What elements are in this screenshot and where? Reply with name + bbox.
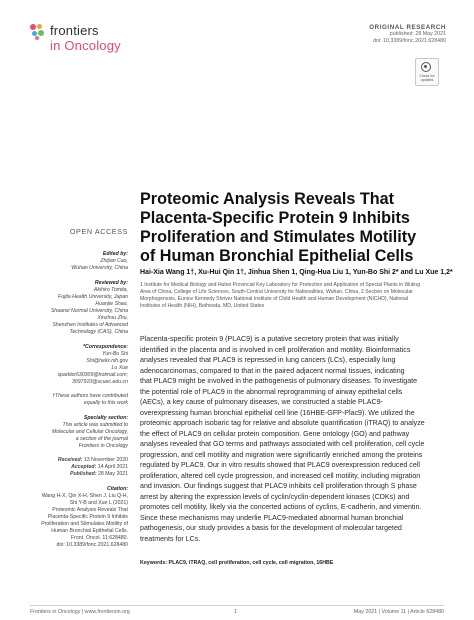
citation-line: Proliferation and Stimulates Motility of <box>41 521 128 527</box>
specialty-line: a section of the journal <box>75 436 128 442</box>
reviewer-line: Fujita Health University, Japan <box>58 294 128 300</box>
logo-name-line2: in Oncology <box>50 38 121 53</box>
abstract-line: analyses revealed that GO terms and pathways associated with cell proliferation, cell cycle <box>140 440 425 448</box>
abstract-line: adenocarcinomas, compared to that in the paired adjacent normal tissues, indicating <box>140 366 405 375</box>
reviewer-line: Akihiro Tomita, <box>93 287 128 293</box>
citation-line: Wang H-X, Qin X-H, Shen J, Liu Q-H, <box>41 493 128 499</box>
equal-contribution-note: equally to this work <box>83 400 128 406</box>
article-doi[interactable]: doi: 10.3389/fonc.2021.628480 <box>372 38 446 44</box>
abstract-line: regulated by PLAC9. Our in vitro results showed that PLAC9 overexpression reduced cell <box>140 461 420 469</box>
sidebar <box>30 228 128 549</box>
abstract-line: Since these mechanisms may underlie PLAC9-mediated abnormal human bronchial <box>140 513 404 522</box>
abstract-line: identified in the placenta and is involved in cell proliferation and motility. Bioinformatics <box>140 345 411 354</box>
specialty-section-label: Specialty section: <box>83 415 128 421</box>
citation-doi[interactable]: doi: 10.3389/fonc.2021.628480 <box>56 542 128 548</box>
keywords: Keywords: PLAC9, iTRAQ, cell proliferation, cell cycle, cell migration, 16HBE <box>140 560 334 566</box>
abstract <box>140 334 440 544</box>
check-for-updates-badge[interactable] <box>415 58 439 86</box>
correspondence-email[interactable]: sparkler630309@hotmail.com; <box>57 372 128 378</box>
citation-line: Placenta-Specific Protein 9 Inhibits <box>47 514 128 520</box>
affiliation-line: Institutes of Health (NIH), Bethesda, MD, United States <box>140 303 265 309</box>
abstract-line: proteomic approach isobaric tag for relative and absolute quantification (iTRAQ) to analyze <box>140 419 425 427</box>
received-date: Received: 13 November 2020 <box>57 457 128 463</box>
article-meta-header <box>369 24 446 45</box>
abstract-line: progression, and cell motility and migration were significantly enriched among the proteins <box>140 450 423 459</box>
footer-volume-info: May 2021 | Volume 11 | Article 628480 <box>353 609 444 615</box>
reviewed-by-label: Reviewed by: <box>94 280 128 286</box>
correspondence-email[interactable]: 3097910@scuec.edu.cn <box>71 379 128 385</box>
editor-line: Zhijian Cao, <box>100 258 128 264</box>
correspondence-line: Lu Xue <box>111 365 128 371</box>
affiliations <box>140 282 450 310</box>
specialty-line: This article was submitted to <box>62 422 128 428</box>
open-access-label: OPEN ACCESS <box>69 227 128 236</box>
abstract-line: the effect of PLAC9 on cellular protein composition. Gene ontology (GO) and pathway <box>140 429 410 438</box>
article-type: ORIGINAL RESEARCH <box>369 24 446 31</box>
correspondence-label: *Correspondence: <box>83 344 128 350</box>
specialty-line: Frontiers in Oncology <box>78 443 128 449</box>
page-number: 1 <box>234 609 237 615</box>
abstract-line: (AECs), a key cause of pulmonary diseases, we constructed a stable PLAC9- <box>140 398 383 406</box>
title-line: Placenta-Specific Protein 9 Inhibits <box>140 209 410 227</box>
published-date-sidebar: Published: 28 May 2021 <box>70 471 128 477</box>
footer-journal-link[interactable]: Frontiers in Oncology | www.frontiersin.org <box>30 609 130 615</box>
abstract-line: Placenta-specific protein 9 (PLAC9) is a putative secretory protein that was initially <box>140 335 399 343</box>
journal-logo <box>30 22 160 56</box>
abstract-line: overexpressing human bronchial epithelial cell line (16HBE-GFP-Plac9). We utilized the <box>140 408 415 417</box>
citation-line: Human Bronchial Epithelial Cells. <box>51 528 128 534</box>
affiliation-line: Area of China, College of Life Sciences, South-Central University for Nationalities, Wuhan, China, 2 Section on Molecular <box>140 289 413 295</box>
affiliation-line: 1 Institute for Medical Biology and Hubei Provincial Key Laboratory for Protection and Application of Special Plants in Wuling <box>140 282 420 288</box>
affiliation-line: Morphogenesis, Eunice Kennedy Shriver National Institute of Child Health and Human Development (NICHD), National <box>140 296 409 302</box>
edited-by-label: Edited by: <box>102 251 128 257</box>
abstract-line: treatments for LCs. <box>140 534 201 543</box>
frontiers-logo-icon <box>30 24 46 40</box>
abstract-line: analyses revealed that PLAC9 is repressed in lung cancers (LCs), especially lung <box>140 356 396 364</box>
reviewer-line: Technology (CAS), China <box>69 329 128 335</box>
citation-line: Shi Y-B and Xue L (2021) <box>69 500 128 506</box>
abstract-line: and invasion. Our findings suggest that PLAC9 inhibits cell proliferation through S phase <box>140 482 417 490</box>
citation-label: Citation: <box>106 486 128 492</box>
correspondence-line: Yun-Bo Shi <box>101 351 128 357</box>
abstract-line: arrest by altering the expression levels of cyclin/cyclin-dependent kinases (CDKs) and <box>140 492 410 501</box>
title-line: Proliferation and Stimulates Motility <box>140 228 417 246</box>
abstract-line: pathogenesis, our study provides a basis for the development of molecular targeted <box>140 524 402 532</box>
equal-contribution-note: †These authors have contributed <box>52 393 128 399</box>
logo-name-line1: frontiers <box>50 23 99 38</box>
abstract-line: proliferation, altered cell cycle progression, and increased cell motility, including migration <box>140 471 421 480</box>
title-line: of Human Bronchial Epithelial Cells <box>140 247 414 265</box>
correspondence-email[interactable]: Shi@helix.nih.gov <box>86 358 128 364</box>
article-title <box>140 190 450 266</box>
update-icon <box>421 62 431 72</box>
reviewer-line: Huanjie Shao, <box>95 301 128 307</box>
footer-divider <box>30 605 444 606</box>
reviewer-line: Shaanxi Normal University, China <box>50 308 128 314</box>
abstract-line: the potential role of PLAC9 in the abnormal reprogramming of airway epithelial cells <box>140 387 403 396</box>
reviewer-line: Xinzhou Zhu, <box>97 315 128 321</box>
reviewer-line: Shenzhen Institutes of Advanced <box>52 322 128 328</box>
check-for-updates-label: Check for updates <box>419 74 435 82</box>
abstract-line: that PLAC9 might be involved in the pathogenesis of pulmonary diseases. To investigate <box>140 377 418 385</box>
author-list: Hai-Xia Wang 1†, Xu-Hui Qin 1†, Jinhua Shen 1, Qing-Hua Liu 1, Yun-Bo Shi 2* and Lu Xue 1,2* <box>140 269 453 276</box>
accepted-date: Accepted: 14 April 2021 <box>71 464 128 470</box>
citation-line: Proteomic Analysis Reveals That <box>52 507 128 513</box>
abstract-line: promotes cell motility, likely via the concerted actions of cyclins, E-cadherin, and vimentin. <box>140 503 422 511</box>
title-line: Proteomic Analysis Reveals That <box>140 190 395 208</box>
specialty-line: Molecular and Cellular Oncology, <box>51 429 128 435</box>
editor-line: Wuhan University, China <box>71 265 128 271</box>
published-date: published: 28 May 2021 <box>389 31 446 37</box>
citation-line: Front. Oncol. 11:628480. <box>70 535 128 541</box>
